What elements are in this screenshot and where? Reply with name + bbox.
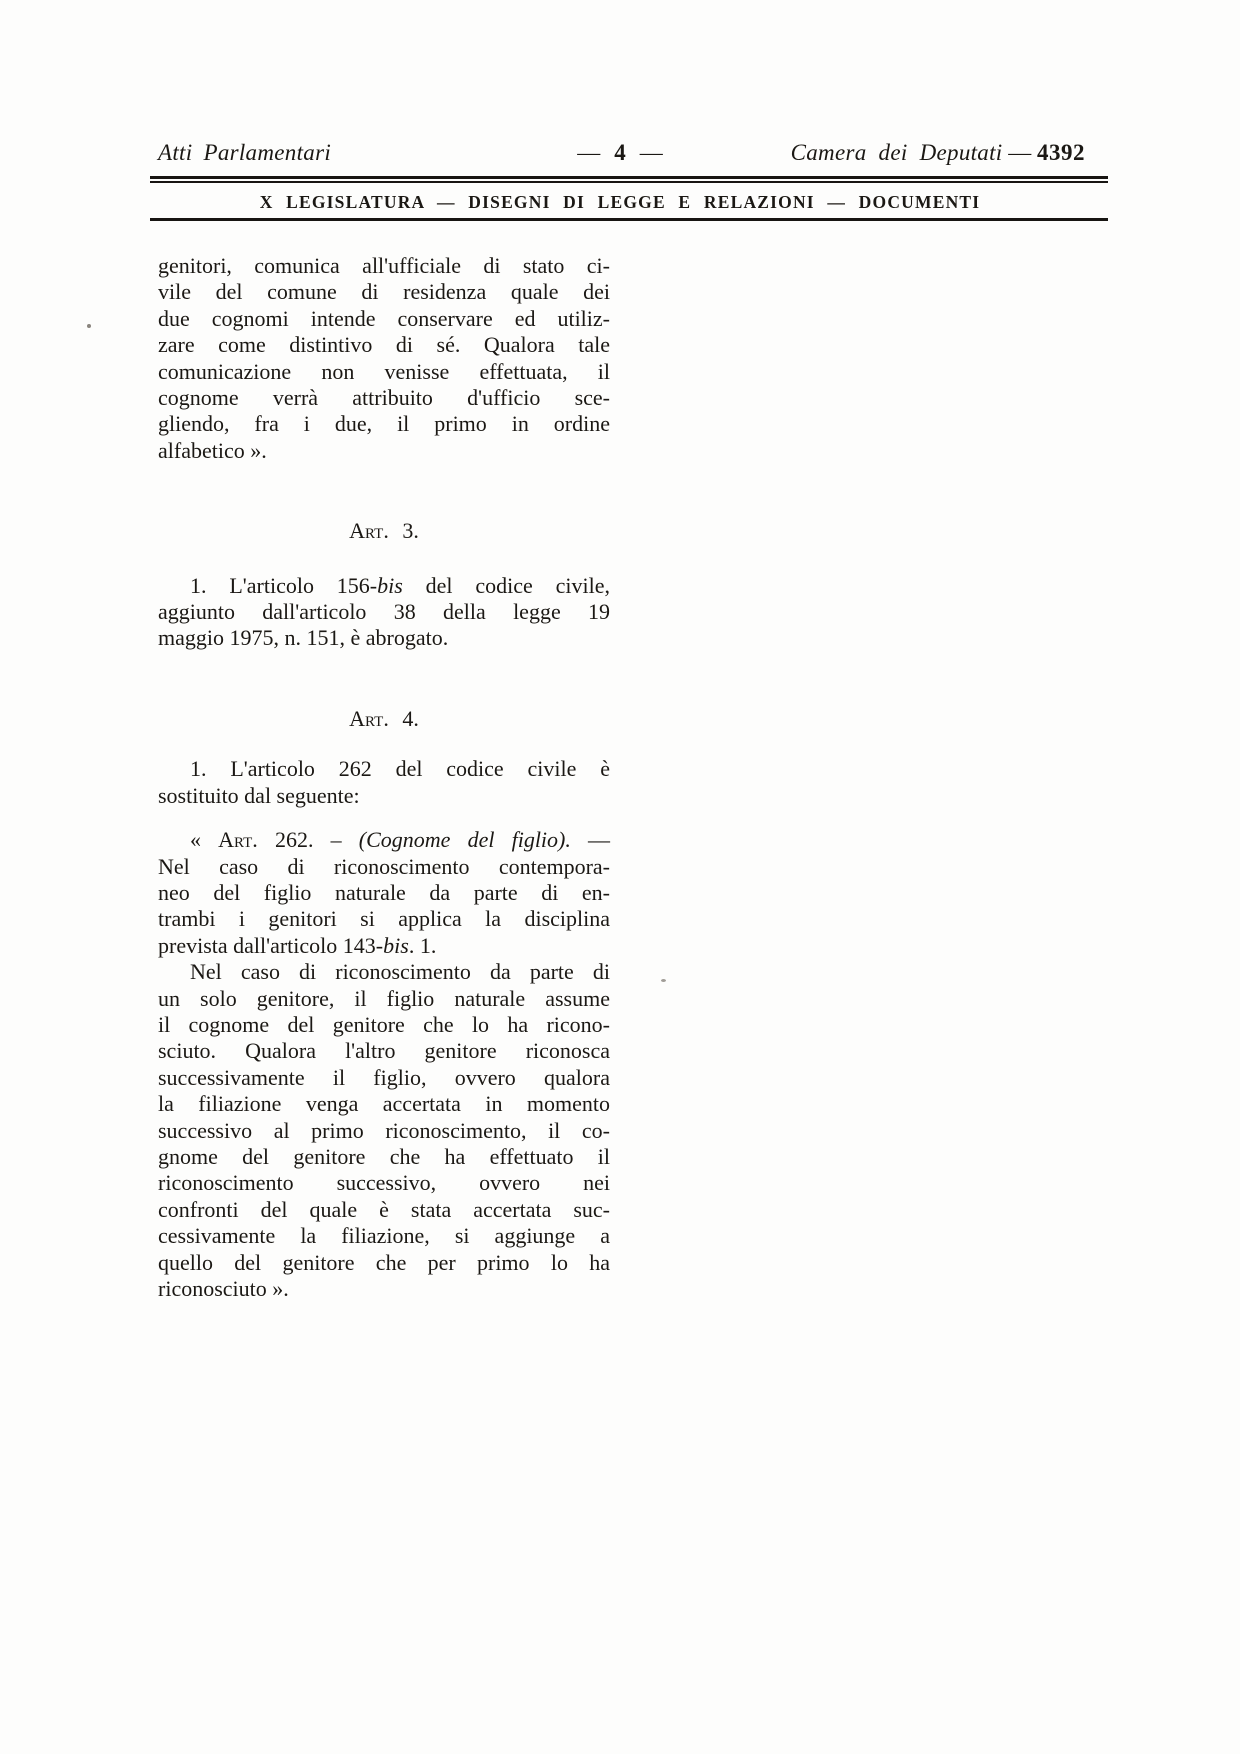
scan-speck [87,324,91,328]
text-line: vile del comune di residenza quale dei [158,279,610,305]
text-line: cognome verrà attribuito d'ufficio sce- [158,385,610,411]
text-line: gliendo, fra i due, il primo in ordine [158,411,610,437]
text-line: cessivamente la filiazione, si aggiunge a [158,1223,610,1249]
text-line: sciuto. Qualora l'altro genitore riconosca [158,1038,610,1064]
paragraph [158,253,610,464]
text-line: 1. L'articolo 156-bis del codice civile, [190,572,611,598]
text-line: zare come distintivo di sé. Qualora tale [158,332,610,358]
text-line: successivo al primo riconoscimento, il co- [158,1117,610,1143]
paragraph [158,573,610,652]
text-line: Nel caso di riconoscimento da parte di [190,959,610,985]
text-line: un solo genitore, il figlio naturale assume [158,985,610,1011]
text-line: sostituito dal seguente: [158,782,360,808]
header-dash: — [1008,140,1032,165]
text-line: « Art. 262. – (Cognome del figlio). — [190,827,611,853]
header-double-rule-top [150,176,1108,179]
text-line: prevista dall'articolo 143-bis. 1. [158,932,437,958]
text-line: comunicazione non venisse effettuata, il [158,358,610,384]
header-single-rule [150,218,1108,221]
text-line: la filiazione venga accertata in momento [158,1091,610,1117]
paragraph [158,827,610,959]
text-line: 1. L'articolo 262 del codice civile è [190,756,610,782]
text-line: trambi i genitori si applica la disciplina [158,906,610,932]
text-line: genitori, comunica all'ufficiale di stato ci- [158,253,610,278]
text-line: successivamente il figlio, ovvero qualora [158,1064,610,1090]
text-line: due cognomi intende conservare ed utiliz- [158,305,610,331]
paragraph [158,756,610,809]
header-left-title: Atti Parlamentari [158,140,332,165]
text-line: alfabetico ». [158,437,267,463]
chamber-title: Camera dei Deputati [790,140,1003,165]
text-line: quello del genitore che per primo lo ha [158,1249,610,1275]
paragraph [158,959,610,1302]
text-line: il cognome del genitore che lo ha ricono- [158,1011,610,1037]
header-double-rule-bottom [150,181,1108,183]
text-line: riconoscimento successivo, ovvero nei [158,1170,610,1196]
text-line: gnome del genitore che ha effettuato il [158,1143,610,1169]
document-number: 4392 [1037,140,1085,165]
page-number-dash-right: — [639,140,663,165]
text-line: confronti del quale è stata accertata suc- [158,1196,610,1222]
page-number: 4 [614,140,626,165]
article-heading: Art. 4. [349,705,419,731]
scan-speck [661,979,666,982]
text-column [158,253,610,1302]
header-subtitle: X LEGISLATURA — DISEGNI DI LEGGE E RELAZIONI — DOCUMENTI [259,192,981,212]
text-line: maggio 1975, n. 151, è abrogato. [158,625,449,651]
text-line: riconosciuto ». [158,1276,289,1301]
article-heading: Art. 3. [349,518,419,544]
text-line: Nel caso di riconoscimento contempora- [158,853,610,879]
header-right-title [791,140,1085,166]
page-number-dash-left: — [577,140,601,165]
text-line: neo del figlio naturale da parte di en- [158,879,610,905]
text-line: aggiunto dall'articolo 38 della legge 19 [158,599,610,625]
